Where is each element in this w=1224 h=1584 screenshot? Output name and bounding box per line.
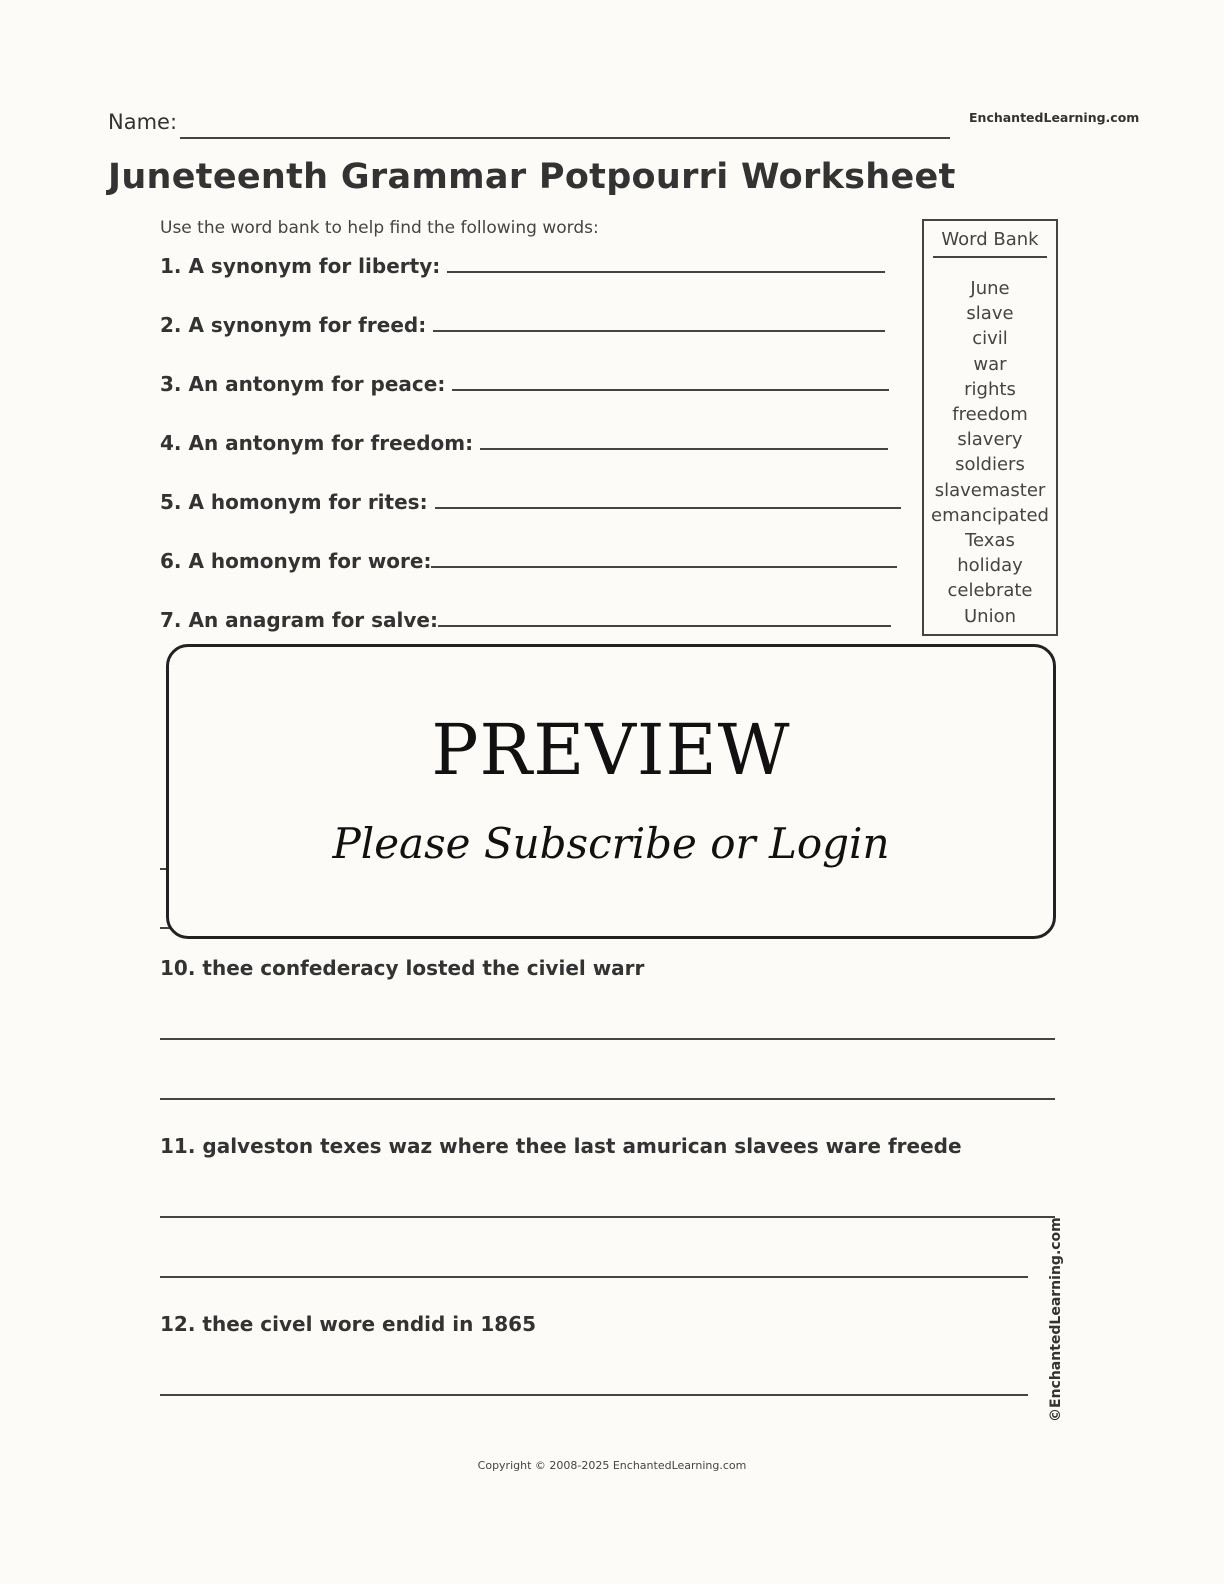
question-1 [160, 254, 885, 278]
word-bank-item: June [970, 278, 1010, 299]
word-bank-item: war [973, 353, 1007, 375]
word-bank-item: slavemaster [934, 479, 1046, 501]
preview-subtitle[interactable]: Please Subscribe or Login [332, 819, 890, 868]
instructions: Use the word bank to help find the following words: [160, 218, 599, 238]
question-7 [160, 608, 891, 632]
name-label: Name: [108, 110, 178, 134]
preview-overlay[interactable] [166, 644, 1056, 939]
word-bank-item: civil [972, 328, 1008, 350]
answer-line[interactable] [438, 624, 891, 627]
site-logo-text[interactable]: EnchantedLearning.com [969, 110, 1140, 125]
page-title: Juneteenth Grammar Potpourri Worksheet [108, 157, 956, 197]
answer-line[interactable] [160, 1394, 1028, 1396]
name-field-line[interactable] [180, 137, 950, 139]
question-text: 7. An anagram for salve: [160, 608, 438, 632]
word-bank-divider [933, 256, 1047, 258]
answer-line[interactable] [160, 1038, 1055, 1040]
question-5 [160, 490, 901, 514]
answer-line[interactable] [435, 506, 901, 509]
side-credit: ©EnchantedLearning.com [1048, 1217, 1064, 1422]
word-bank-item: rights [964, 378, 1016, 400]
word-bank-title: Word Bank [941, 229, 1039, 250]
question-text: 5. A homonym for rites: [160, 490, 435, 514]
word-bank-item: slave [966, 303, 1014, 325]
question-text: 6. A homonym for wore: [160, 549, 432, 573]
word-bank-list [924, 276, 1056, 629]
question-4 [160, 431, 888, 455]
question-text: 3. An antonym for peace: [160, 372, 453, 396]
word-bank-item: holiday [957, 555, 1023, 577]
sentence-10: 10. thee confederacy losted the civiel warr [160, 956, 645, 980]
question-6 [160, 549, 897, 573]
question-2 [160, 313, 885, 337]
answer-line[interactable] [433, 329, 885, 332]
answer-line[interactable] [160, 1216, 1055, 1218]
word-bank [922, 219, 1058, 636]
question-text: 1. A synonym for liberty: [160, 254, 448, 278]
question-text: 2. A synonym for freed: [160, 313, 434, 337]
question-3 [160, 372, 889, 396]
answer-line[interactable] [160, 1276, 1028, 1278]
copyright-footer: Copyright © 2008-2025 EnchantedLearning.com [477, 1459, 747, 1472]
sentence-12: 12. thee civel wore endid in 1865 [160, 1312, 536, 1336]
answer-line[interactable] [160, 1098, 1055, 1100]
question-text: 4. An antonym for freedom: [160, 431, 481, 455]
sentence-11: 11. galveston texes waz where thee last amurican slavees ware freede [160, 1134, 962, 1158]
answer-line[interactable] [447, 270, 885, 273]
word-bank-item: slavery [957, 429, 1023, 451]
preview-title: PREVIEW [431, 709, 791, 791]
answer-line[interactable] [480, 447, 888, 450]
word-bank-item: Union [963, 605, 1016, 627]
answer-line[interactable] [431, 565, 897, 568]
word-bank-item: celebrate [947, 580, 1033, 602]
word-bank-item: emancipated [931, 504, 1049, 526]
answer-line[interactable] [452, 388, 889, 391]
word-bank-item: freedom [952, 404, 1028, 426]
word-bank-item: soldiers [955, 454, 1025, 476]
word-bank-item: Texas [965, 530, 1015, 552]
